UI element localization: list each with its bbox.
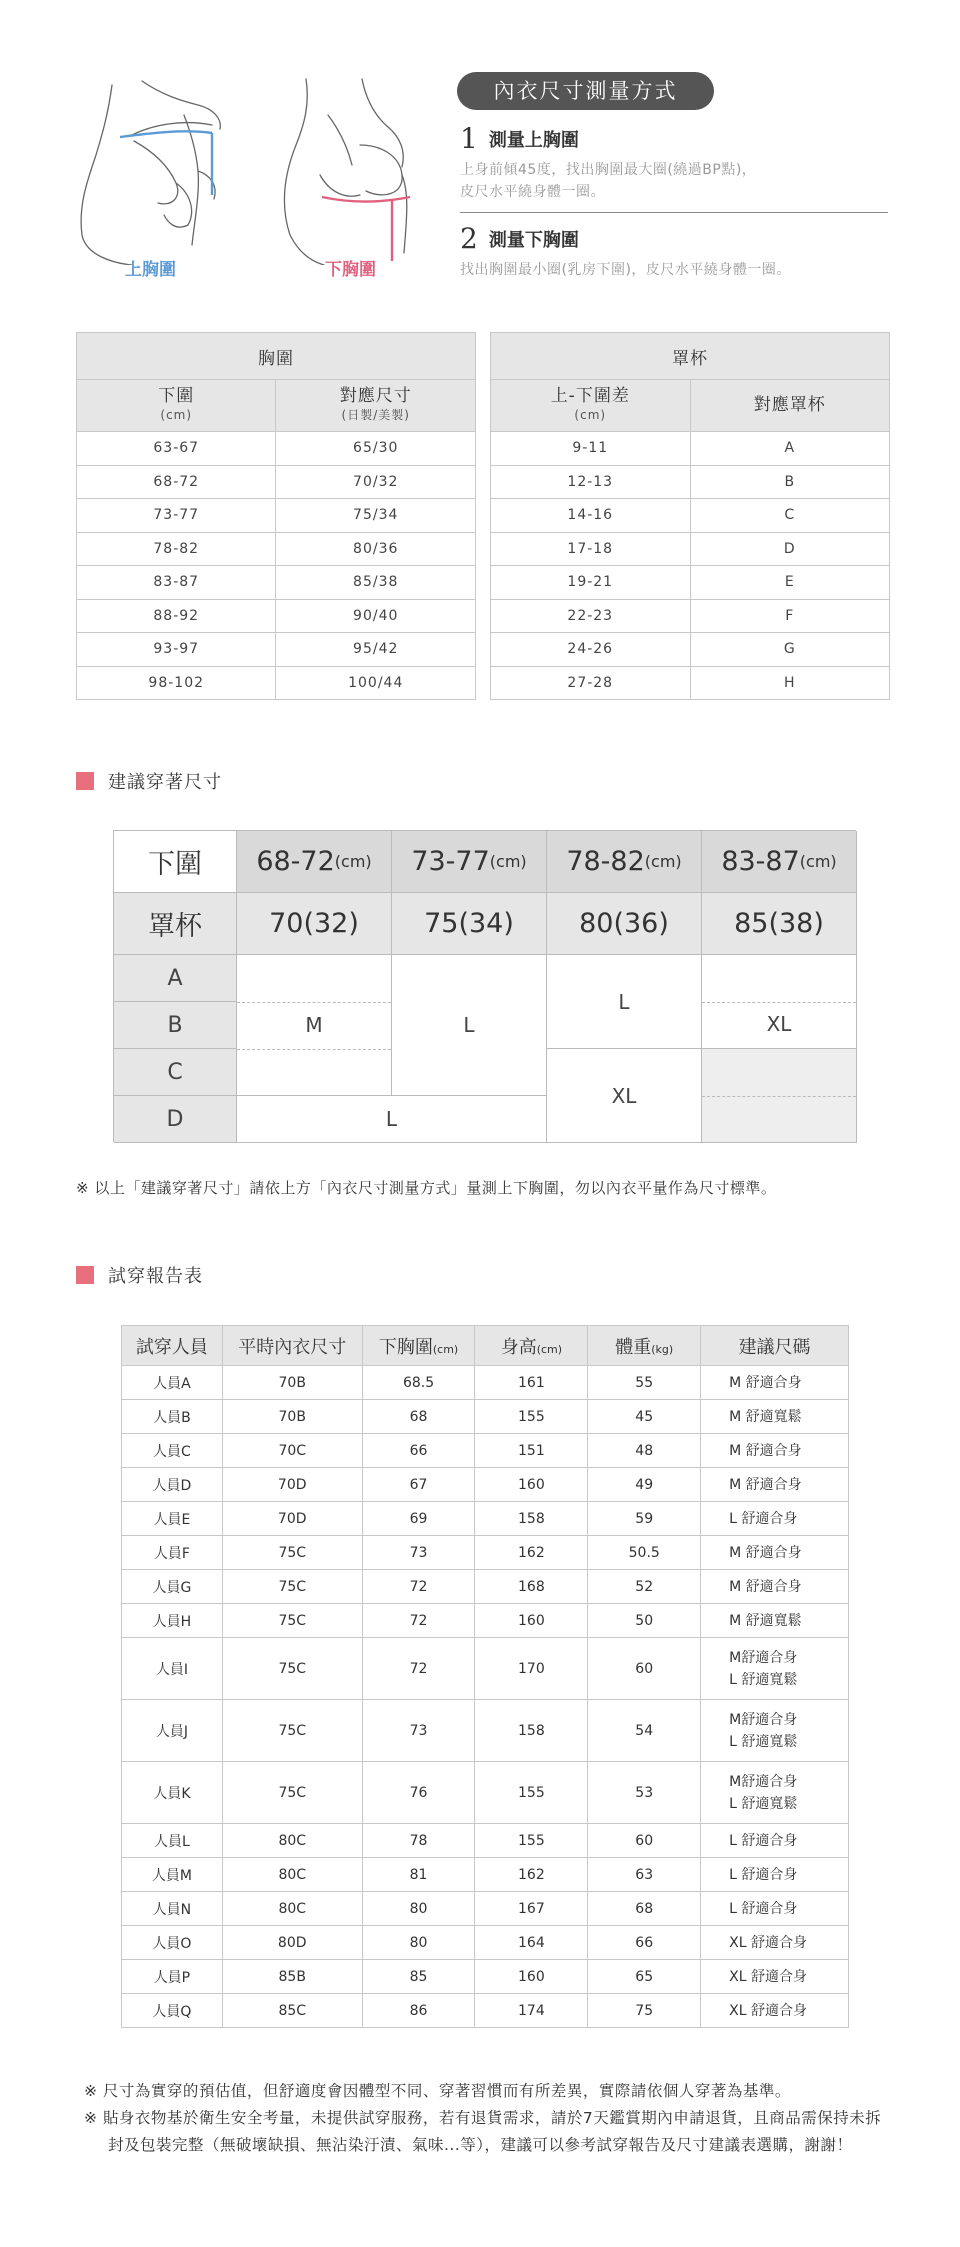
table-cell: 100/44 <box>276 666 476 700</box>
table-cell: 170 <box>475 1638 588 1700</box>
tester-name: 人員O <box>122 1926 223 1960</box>
recommended-size-line: M舒適合身 <box>729 1773 798 1790</box>
table-cell: 88-92 <box>77 599 276 633</box>
table-row <box>122 1434 849 1468</box>
table-cell: 55 <box>588 1366 701 1400</box>
table-cell: 69 <box>362 1502 475 1536</box>
table-cell: 164 <box>475 1926 588 1960</box>
table-cell: 67 <box>362 1468 475 1502</box>
table-cell: B <box>690 465 889 499</box>
table-cell: 80D <box>222 1926 362 1960</box>
table-cell: 54 <box>588 1700 701 1762</box>
recommended-size <box>701 1570 849 1604</box>
table-row <box>122 1502 849 1536</box>
recommended-size <box>701 1434 849 1468</box>
table-cell: 162 <box>475 1858 588 1892</box>
table-row <box>122 1858 849 1892</box>
tester-name: 人員B <box>122 1400 223 1434</box>
table-cell: 68 <box>588 1892 701 1926</box>
recommended-size-line: L 舒適合身 <box>729 1510 798 1527</box>
table-cell: 19-21 <box>491 566 691 600</box>
table-row <box>491 432 890 466</box>
table-row <box>491 633 890 667</box>
table-cell: 160 <box>475 1604 588 1638</box>
under-range: 68-72 (cm) <box>237 831 392 893</box>
table-row <box>122 1824 849 1858</box>
table-row <box>77 666 476 700</box>
table-cell: C <box>690 499 889 533</box>
size-cell-l: L <box>392 955 547 1096</box>
table-row <box>77 633 476 667</box>
table-row <box>122 1638 849 1700</box>
table-cell: 85C <box>222 1994 362 2028</box>
table-row <box>77 499 476 533</box>
table-cell: 160 <box>475 1960 588 1994</box>
column-header: 平時內衣尺寸 <box>222 1326 362 1366</box>
tester-name: 人員P <box>122 1960 223 1994</box>
table-cell: 75C <box>222 1570 362 1604</box>
recommended-size-line: L 舒適合身 <box>729 1832 798 1849</box>
table-cell: 86 <box>362 1994 475 2028</box>
table-row <box>122 1400 849 1434</box>
table-cell: E <box>690 566 889 600</box>
table-cell: D <box>690 532 889 566</box>
table-cell: 24-26 <box>491 633 691 667</box>
recommended-size-line: L 舒適合身 <box>729 1866 798 1883</box>
measure-section <box>0 0 960 300</box>
recommended-size-line: M 舒適合身 <box>729 1476 802 1493</box>
table-cell: 70D <box>222 1468 362 1502</box>
table-cell: 75C <box>222 1700 362 1762</box>
band-size: 70(32) <box>237 893 392 955</box>
table-row <box>122 1926 849 1960</box>
recommended-size <box>701 1468 849 1502</box>
table-title: 胸圍 <box>77 333 476 380</box>
table-row <box>122 1604 849 1638</box>
recommended-size-line: XL 舒適合身 <box>729 1968 807 1985</box>
table-cell: 73-77 <box>77 499 276 533</box>
recommended-size <box>701 1502 849 1536</box>
table-cell: 75C <box>222 1604 362 1638</box>
lower-bust-illustration <box>270 75 430 265</box>
table-row <box>77 432 476 466</box>
table-row <box>77 599 476 633</box>
recommend-heading: 建議穿著尺寸 <box>76 768 222 794</box>
table-cell: G <box>690 633 889 667</box>
table-cell: 168 <box>475 1570 588 1604</box>
table-row <box>122 1762 849 1824</box>
table-cell: 73 <box>362 1536 475 1570</box>
table-cell: 72 <box>362 1570 475 1604</box>
recommended-size <box>701 1638 849 1700</box>
table-cell: 85/38 <box>276 566 476 600</box>
table-cell: 95/42 <box>276 633 476 667</box>
step-number: 1 <box>460 122 478 155</box>
recommended-size <box>701 1824 849 1858</box>
table-cell: 48 <box>588 1434 701 1468</box>
table-cell: 167 <box>475 1892 588 1926</box>
tester-name: 人員L <box>122 1824 223 1858</box>
table-cell: 52 <box>588 1570 701 1604</box>
step-title: 測量上胸圍 <box>488 129 579 151</box>
report-heading: 試穿報告表 <box>76 1262 203 1288</box>
table-cell: 80C <box>222 1824 362 1858</box>
recommend-note: ※ 以上「建議穿著尺寸」請依上方「內衣尺寸測量方式」量測上下胸圍，勿以內衣平量作為尺寸標準。 <box>76 1179 777 1197</box>
column-header: 下圍 (cm) <box>77 380 276 432</box>
table-cell: 161 <box>475 1366 588 1400</box>
table-cell: 90/40 <box>276 599 476 633</box>
table-cell: 72 <box>362 1638 475 1700</box>
table-cell: 49 <box>588 1468 701 1502</box>
column-header: 身高(cm) <box>475 1326 588 1366</box>
table-cell: 174 <box>475 1994 588 2028</box>
tester-name: 人員Q <box>122 1994 223 2028</box>
table-row <box>122 1994 849 2028</box>
table-cell: 98-102 <box>77 666 276 700</box>
recommended-size <box>701 1400 849 1434</box>
recommended-size-line: L 舒適寬鬆 <box>729 1671 798 1688</box>
table-row <box>491 465 890 499</box>
band-size: 75(34) <box>392 893 547 955</box>
table-cell: 63 <box>588 1858 701 1892</box>
tester-name: 人員F <box>122 1536 223 1570</box>
table-cell: 66 <box>362 1434 475 1468</box>
tester-name: 人員C <box>122 1434 223 1468</box>
table-cell: 45 <box>588 1400 701 1434</box>
band-size: 85(38) <box>702 893 857 955</box>
table-cell: 155 <box>475 1824 588 1858</box>
upper-bust-label: 上胸圍 <box>125 260 176 280</box>
table-cell: 75C <box>222 1762 362 1824</box>
section-marker <box>76 772 94 790</box>
footnote: ※ 尺寸為實穿的預估值，但舒適度會因體型不同、穿著習慣而有所差異，實際請依個人穿著為基準。 <box>84 2082 791 2100</box>
table-cell: 17-18 <box>491 532 691 566</box>
size-cell-xl: XL <box>547 1049 702 1143</box>
cup-size-table <box>490 332 890 700</box>
table-cell: 80C <box>222 1892 362 1926</box>
table-cell: 22-23 <box>491 599 691 633</box>
table-cell: 27-28 <box>491 666 691 700</box>
table-cell: 72 <box>362 1604 475 1638</box>
table-cell: 80/36 <box>276 532 476 566</box>
table-cell: 68 <box>362 1400 475 1434</box>
table-cell: 81 <box>362 1858 475 1892</box>
table-cell: 151 <box>475 1434 588 1468</box>
table-cell: 73 <box>362 1700 475 1762</box>
table-title: 罩杯 <box>491 333 890 380</box>
table-cell: 53 <box>588 1762 701 1824</box>
table-row <box>122 1468 849 1502</box>
table-row <box>491 532 890 566</box>
section-marker <box>76 1266 94 1284</box>
table-cell: 65 <box>588 1960 701 1994</box>
table-cell: 68-72 <box>77 465 276 499</box>
table-cell: H <box>690 666 889 700</box>
table-cell: A <box>690 432 889 466</box>
table-cell: 85 <box>362 1960 475 1994</box>
row-header-under: 下圍 <box>114 831 237 893</box>
measure-title: 內衣尺寸測量方式 <box>457 72 714 110</box>
table-cell: 9-11 <box>491 432 691 466</box>
step-desc-line1: 找出胸圍最小圈(乳房下圍)，皮尺水平繞身體一圈。 <box>460 262 791 278</box>
column-header: 對應尺寸 (日製/美製) <box>276 380 476 432</box>
recommended-size <box>701 1926 849 1960</box>
row-header-band: 罩杯 <box>114 893 237 955</box>
table-cell: 70B <box>222 1366 362 1400</box>
tester-name: 人員E <box>122 1502 223 1536</box>
column-header: 下胸圍(cm) <box>362 1326 475 1366</box>
column-header: 建議尺碼 <box>701 1326 849 1366</box>
table-cell: 78-82 <box>77 532 276 566</box>
recommended-size <box>701 1536 849 1570</box>
column-header: 體重(kg) <box>588 1326 701 1366</box>
recommended-size-line: M 舒適合身 <box>729 1578 802 1595</box>
cup-label: A <box>114 955 237 1002</box>
step-desc-line2: 皮尺水平繞身體一圈。 <box>460 184 605 200</box>
table-row <box>122 1570 849 1604</box>
table-row <box>491 499 890 533</box>
table-row <box>491 599 890 633</box>
table-row <box>122 1700 849 1762</box>
table-row <box>491 566 890 600</box>
recommended-size-line: M 舒適合身 <box>729 1544 802 1561</box>
table-row <box>122 1892 849 1926</box>
tester-name: 人員A <box>122 1366 223 1400</box>
size-cell-xl: XL <box>702 955 857 1049</box>
recommended-size-line: XL 舒適合身 <box>729 1934 807 1951</box>
recommended-size <box>701 1960 849 1994</box>
tester-name: 人員D <box>122 1468 223 1502</box>
recommended-size <box>701 1366 849 1400</box>
table-cell: 50.5 <box>588 1536 701 1570</box>
footnotes <box>84 2078 884 2159</box>
table-cell: 63-67 <box>77 432 276 466</box>
recommended-size-line: M舒適合身 <box>729 1649 798 1666</box>
recommended-size-line: L 舒適合身 <box>729 1900 798 1917</box>
table-cell: 59 <box>588 1502 701 1536</box>
table-cell: 12-13 <box>491 465 691 499</box>
recommended-size <box>701 1604 849 1638</box>
step-upper-bust <box>460 122 900 203</box>
cup-label: D <box>114 1096 237 1143</box>
tester-name: 人員J <box>122 1700 223 1762</box>
recommended-size-line: M舒適合身 <box>729 1711 798 1728</box>
divider <box>460 212 888 213</box>
tester-name: 人員G <box>122 1570 223 1604</box>
size-cell-m: M <box>237 955 392 1096</box>
tester-name: 人員I <box>122 1638 223 1700</box>
table-cell: 158 <box>475 1502 588 1536</box>
table-row <box>122 1960 849 1994</box>
table-cell: 162 <box>475 1536 588 1570</box>
recommended-size <box>701 1892 849 1926</box>
table-row <box>122 1366 849 1400</box>
table-cell: 83-87 <box>77 566 276 600</box>
table-cell: 75C <box>222 1536 362 1570</box>
dashed-divider <box>237 1002 391 1003</box>
step-lower-bust <box>460 222 900 281</box>
table-cell: 158 <box>475 1700 588 1762</box>
table-cell: 80 <box>362 1926 475 1960</box>
recommended-size <box>701 1858 849 1892</box>
step-number: 2 <box>460 222 478 255</box>
table-cell: 14-16 <box>491 499 691 533</box>
under-range: 73-77 (cm) <box>392 831 547 893</box>
cup-label: C <box>114 1049 237 1096</box>
try-on-report-table <box>121 1325 849 2028</box>
table-cell: 155 <box>475 1762 588 1824</box>
table-row <box>491 666 890 700</box>
column-header: 對應罩杯 <box>690 380 889 432</box>
dashed-divider <box>237 1049 391 1050</box>
table-cell: 70D <box>222 1502 362 1536</box>
table-cell: 66 <box>588 1926 701 1960</box>
table-cell: 75 <box>588 1994 701 2028</box>
lower-bust-label: 下胸圍 <box>325 260 376 280</box>
table-cell: 60 <box>588 1638 701 1700</box>
table-cell: 80 <box>362 1892 475 1926</box>
recommended-size-line: M 舒適寬鬆 <box>729 1612 802 1629</box>
table-cell: 75C <box>222 1638 362 1700</box>
table-cell: 75/34 <box>276 499 476 533</box>
recommended-size-line: XL 舒適合身 <box>729 2002 807 2019</box>
column-header: 試穿人員 <box>122 1326 223 1366</box>
tester-name: 人員M <box>122 1858 223 1892</box>
tester-name: 人員K <box>122 1762 223 1824</box>
table-row <box>77 566 476 600</box>
dashed-divider <box>702 1002 856 1003</box>
table-cell: F <box>690 599 889 633</box>
dashed-divider <box>702 1096 856 1097</box>
column-header: 上-下圍差 (cm) <box>491 380 691 432</box>
recommended-size-line: L 舒適寬鬆 <box>729 1795 798 1812</box>
under-range: 83-87 (cm) <box>702 831 857 893</box>
footnote: ※ 貼身衣物基於衛生安全考量，未提供試穿服務，若有退貨需求，請於7天鑑賞期內申請退貨，且商品需保持未拆封及包裝完整（無破壞缺損、無沾染汙漬、氣味...等），建議可以參考試穿報告及尺寸建議表選購，謝謝！ <box>84 2109 882 2154</box>
table-cell: 60 <box>588 1824 701 1858</box>
table-cell: 80C <box>222 1858 362 1892</box>
recommended-size <box>701 1700 849 1762</box>
bust-size-table <box>76 332 476 700</box>
step-title: 測量下胸圍 <box>488 229 579 251</box>
table-cell: 68.5 <box>362 1366 475 1400</box>
recommend-size-grid <box>113 830 856 1142</box>
table-cell: 160 <box>475 1468 588 1502</box>
tester-name: 人員H <box>122 1604 223 1638</box>
size-cell-l: L <box>237 1096 547 1143</box>
table-cell: 78 <box>362 1824 475 1858</box>
table-cell: 70C <box>222 1434 362 1468</box>
table-row <box>122 1536 849 1570</box>
recommended-size-line: M 舒適合身 <box>729 1374 802 1391</box>
upper-bust-illustration <box>72 75 232 265</box>
recommended-size-line: M 舒適合身 <box>729 1442 802 1459</box>
table-cell: 85B <box>222 1960 362 1994</box>
table-cell: 70B <box>222 1400 362 1434</box>
recommended-size-line: L 舒適寬鬆 <box>729 1733 798 1750</box>
recommended-size <box>701 1994 849 2028</box>
table-row <box>77 465 476 499</box>
recommended-size <box>701 1762 849 1824</box>
tester-name: 人員N <box>122 1892 223 1926</box>
under-range: 78-82 (cm) <box>547 831 702 893</box>
table-cell: 76 <box>362 1762 475 1824</box>
table-cell: 50 <box>588 1604 701 1638</box>
table-cell: 93-97 <box>77 633 276 667</box>
recommended-size-line: M 舒適寬鬆 <box>729 1408 802 1425</box>
band-size: 80(36) <box>547 893 702 955</box>
table-cell: 155 <box>475 1400 588 1434</box>
table-cell: 65/30 <box>276 432 476 466</box>
table-row <box>77 532 476 566</box>
step-desc-line1: 上身前傾45度，找出胸圍最大圈(繞過BP點)， <box>460 162 757 178</box>
table-cell: 70/32 <box>276 465 476 499</box>
cup-label: B <box>114 1002 237 1049</box>
size-cell-l: L <box>547 955 702 1049</box>
